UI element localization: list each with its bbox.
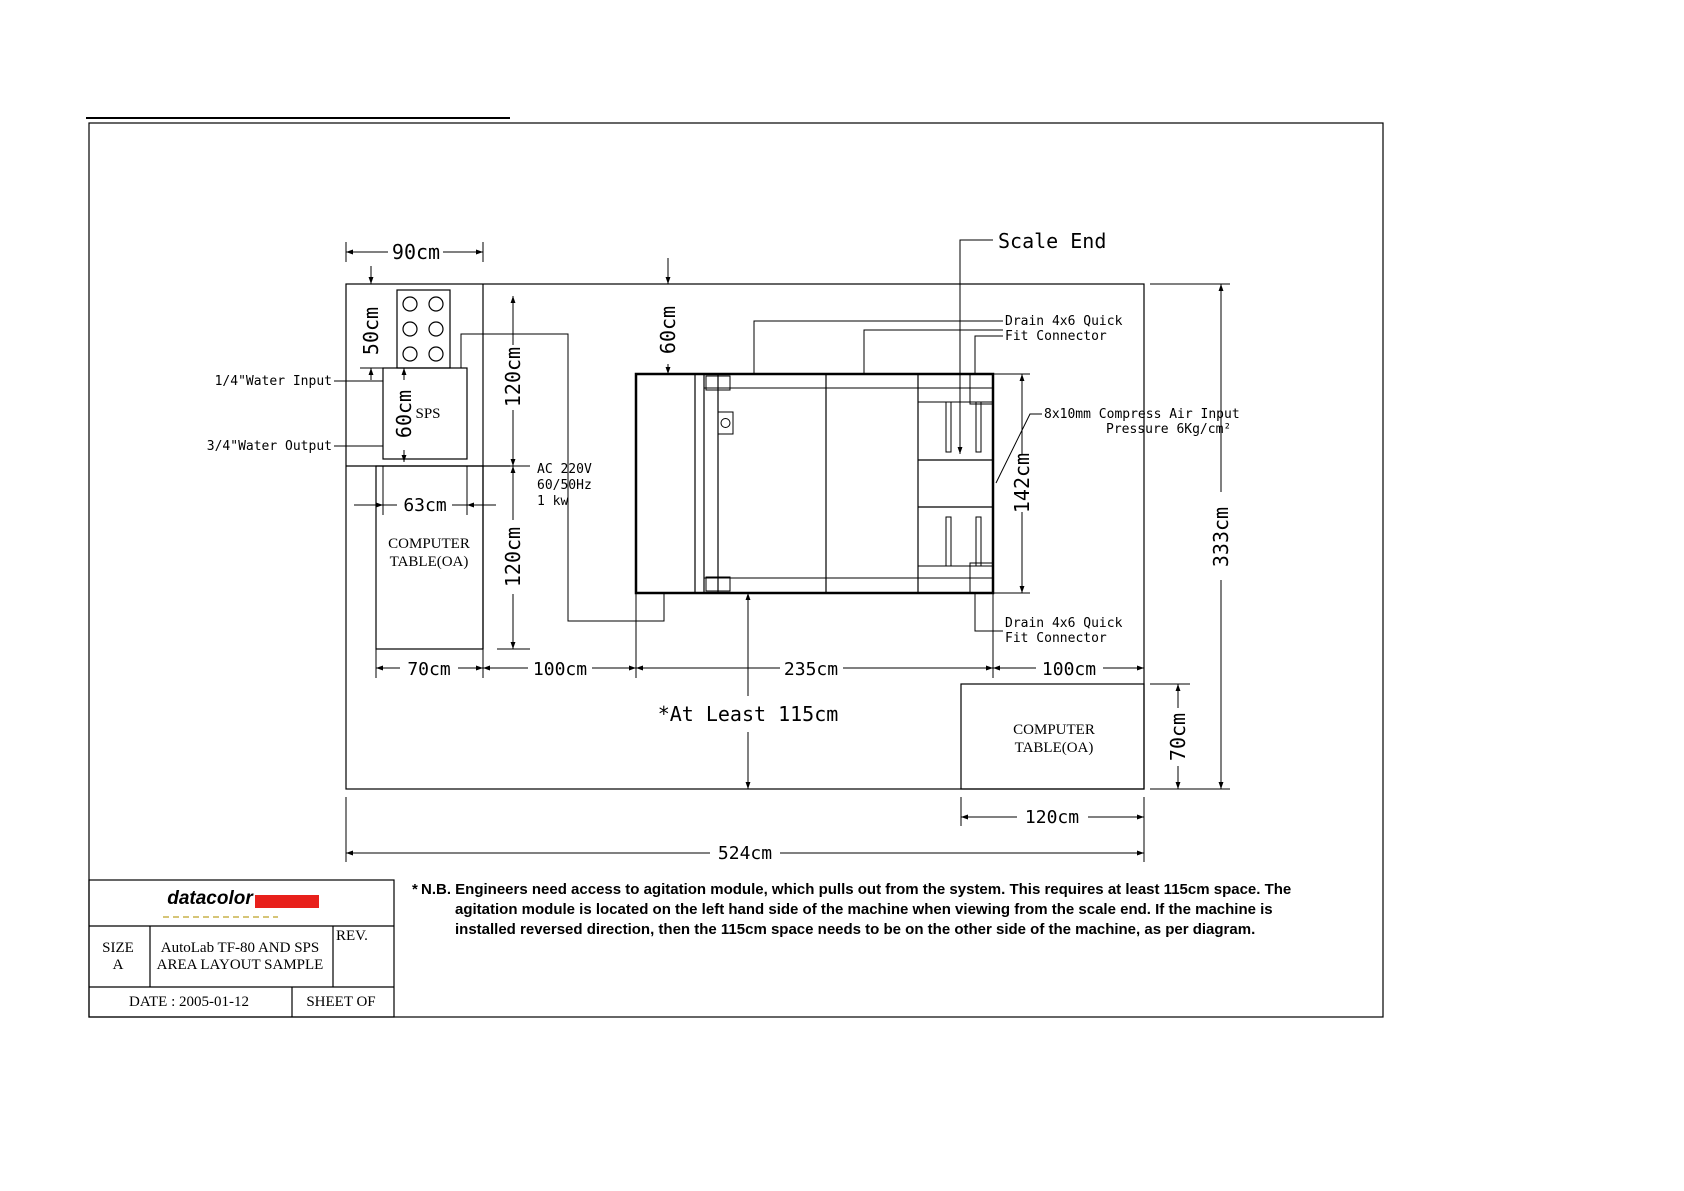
ac-label-1: AC 220V <box>537 462 592 477</box>
water-input-label: 1/4"Water Input <box>214 374 332 389</box>
dim-70-right-label: 70cm <box>1166 712 1190 762</box>
drain-top-leader-1 <box>754 321 1003 374</box>
dim-100-right-label: 100cm <box>1041 659 1097 680</box>
engineer-note <box>412 880 1342 940</box>
table-left-label-2: TABLE(OA) <box>389 554 469 570</box>
drain-bottom-leader <box>975 593 1003 631</box>
size-value: A <box>112 957 124 973</box>
scale-end-label: Scale End <box>998 229 1107 253</box>
dim-120-lower-label: 120cm <box>501 526 525 588</box>
logo-red-bar <box>255 895 319 908</box>
bottle-rack <box>397 290 450 368</box>
drain-top-leader-3 <box>975 336 1003 374</box>
note-line-1: N.B. Engineers need access to agitation module, which pulls out from the system. This requires at least 115cm space. The <box>421 881 1292 898</box>
dim-60-sps-label: 60cm <box>392 389 416 439</box>
drain-top-label-1: Drain 4x6 Quick <box>1005 314 1123 329</box>
autolab-machine <box>636 374 993 593</box>
air-input-label-2: Pressure 6Kg/cm² <box>1106 422 1232 437</box>
drain-bottom-label-1: Drain 4x6 Quick <box>1005 616 1123 631</box>
dim-90-label: 90cm <box>391 240 441 264</box>
table-right-label-2: TABLE(OA) <box>1014 740 1094 756</box>
drain-bottom-label-2: Fit Connector <box>1005 631 1107 646</box>
revision-label: REV. <box>336 928 368 944</box>
note-line-3: installed reversed direction, then the 115cm space needs to be on the other side of the machine, as per diagram. <box>455 921 1256 938</box>
ac-label-3: 1 kw <box>537 494 569 509</box>
note-line-2: agitation module is located on the left hand side of the machine when viewing from the scale end. If the machine is <box>455 901 1273 918</box>
size-label: SIZE <box>102 940 134 956</box>
water-output-label: 3/4"Water Output <box>206 439 332 454</box>
dim-120-bottom-label: 120cm <box>1024 807 1080 828</box>
drain-top-label-2: Fit Connector <box>1005 329 1107 344</box>
dim-63-label: 63cm <box>403 495 447 516</box>
ac-label-2: 60/50Hz <box>537 478 592 493</box>
dim-50-label: 50cm <box>359 306 383 356</box>
drain-top-leader-2 <box>864 330 1003 374</box>
note-marker: * <box>412 881 418 898</box>
dim-333-label: 333cm <box>1209 506 1233 568</box>
dim-120-upper-label: 120cm <box>501 346 525 408</box>
date-label: DATE : 2005-01-12 <box>129 994 249 1010</box>
table-left-label-1: COMPUTER <box>388 536 470 552</box>
drawing-title-2: AREA LAYOUT SAMPLE <box>156 957 324 973</box>
drawing-title-1: AutoLab TF-80 AND SPS <box>160 940 320 956</box>
dim-524-label: 524cm <box>717 843 773 864</box>
table-right-label-1: COMPUTER <box>1013 722 1095 738</box>
dim-100-left-label: 100cm <box>532 659 588 680</box>
dim-70-left-label: 70cm <box>407 659 451 680</box>
sps-label: SPS <box>415 406 441 422</box>
dim-142-label: 142cm <box>1010 452 1034 514</box>
sheet-label: SHEET OF <box>306 994 376 1010</box>
dim-60-top-label: 60cm <box>656 305 680 355</box>
at-least-label: *At Least 115cm <box>657 702 839 726</box>
air-input-label-1: 8x10mm Compress Air Input <box>1044 407 1240 422</box>
company-logo: datacolor <box>167 888 253 909</box>
dim-235-label: 235cm <box>783 659 839 680</box>
